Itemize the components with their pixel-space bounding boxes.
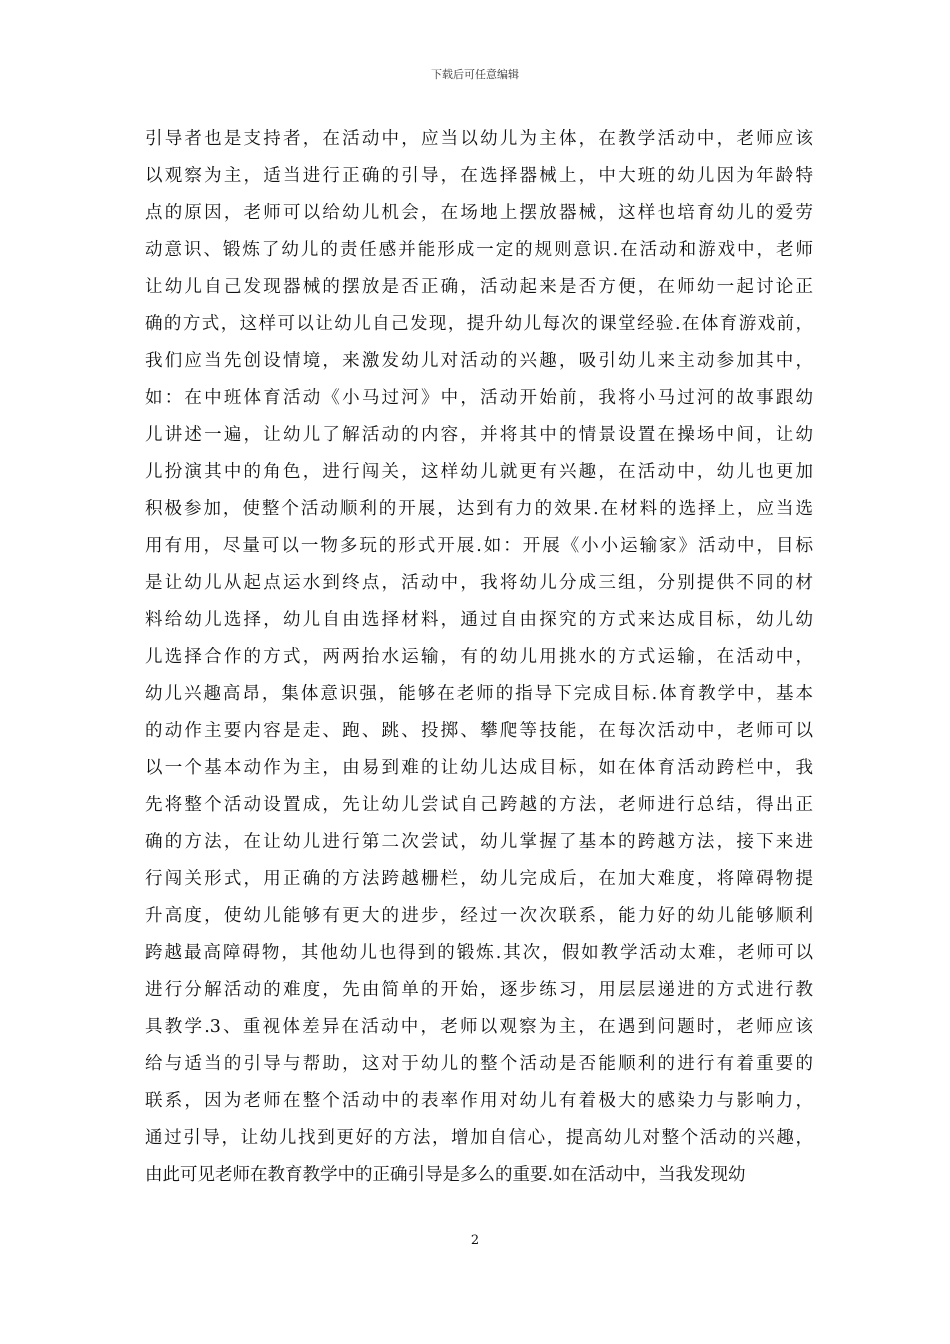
text-line: 幼儿兴趣高昂，集体意识强，能够在老师的指导下完成目标.体育教学中，基本: [145, 684, 813, 704]
text-line: 具教学.3、重视体差异在活动中，老师以观察为主，在遇到问题时，老师应该: [145, 1017, 813, 1037]
text-line: 确的方式，这样可以让幼儿自己发现，提升幼儿每次的课堂经验.在体育游戏前，: [145, 314, 813, 334]
text-line: 行闯关形式，用正确的方法跨越栅栏，幼儿完成后，在加大难度，将障碍物提: [145, 869, 813, 889]
text-line: 给与适当的引导与帮助，这对于幼儿的整个活动是否能顺利的进行有着重要的: [145, 1054, 813, 1074]
text-line: 积极参加，使整个活动顺利的开展，达到有力的效果.在材料的选择上，应当选: [145, 499, 813, 519]
text-line: 以一个基本动作为主，由易到难的让幼儿达成目标，如在体育活动跨栏中，我: [145, 758, 813, 778]
text-line: 通过引导，让幼儿找到更好的方法，增加自信心，提高幼儿对整个活动的兴趣，: [145, 1128, 813, 1148]
text-line: 儿选择合作的方式，两两抬水运输，有的幼儿用挑水的方式运输，在活动中，: [145, 647, 813, 667]
text-line: 儿讲述一遍，让幼儿了解活动的内容，并将其中的情景设置在操场中间，让幼: [145, 425, 813, 445]
page-header: 下载后可任意编辑: [431, 68, 519, 81]
text-line: 如：在中班体育活动《小马过河》中，活动开始前，我将小马过河的故事跟幼: [145, 388, 813, 408]
text-line: 先将整个活动设置成，先让幼儿尝试自己跨越的方法，老师进行总结，得出正: [145, 795, 813, 815]
text-line: 让幼儿自己发现器械的摆放是否正确，活动起来是否方便，在师幼一起讨论正: [145, 277, 813, 297]
text-line: 进行分解活动的难度，先由简单的开始，逐步练习，用层层递进的方式进行教: [145, 980, 813, 1000]
text-line: 升高度，使幼儿能够有更大的进步，经过一次次联系，能力好的幼儿能够顺利: [145, 906, 813, 926]
text-line: 联系，因为老师在整个活动中的表率作用对幼儿有着极大的感染力与影响力，: [145, 1091, 813, 1111]
body-text: [145, 121, 813, 1194]
text-line: 引导者也是支持者，在活动中，应当以幼儿为主体，在教学活动中，老师应该: [145, 129, 813, 149]
text-line: 用有用，尽量可以一物多玩的形式开展.如：开展《小小运输家》活动中，目标: [145, 536, 813, 556]
text-line: 是让幼儿从起点运水到终点，活动中，我将幼儿分成三组，分别提供不同的材: [145, 573, 813, 593]
text-line: 料给幼儿选择，幼儿自由选择材料，通过自由探究的方式来达成目标，幼儿幼: [145, 610, 813, 630]
text-line: 由此可见老师在教育教学中的正确引导是多么的重要.如在活动中，当我发现幼: [145, 1165, 746, 1185]
text-line: 我们应当先创设情境，来激发幼儿对活动的兴趣，吸引幼儿来主动参加其中，: [145, 351, 813, 371]
text-line: 的动作主要内容是走、跑、跳、投掷、攀爬等技能，在每次活动中，老师可以: [145, 721, 813, 741]
text-line: 跨越最高障碍物，其他幼儿也得到的锻炼.其次，假如教学活动太难，老师可以: [145, 943, 813, 963]
text-line: 儿扮演其中的角色，进行闯关，这样幼儿就更有兴趣，在活动中，幼儿也更加: [145, 462, 813, 482]
text-line: 点的原因，老师可以给幼儿机会，在场地上摆放器械，这样也培育幼儿的爱劳: [145, 203, 813, 223]
page-number: 2: [470, 1233, 480, 1248]
text-line: 动意识、锻炼了幼儿的责任感并能形成一定的规则意识.在活动和游戏中，老师: [145, 240, 813, 260]
text-line: 以观察为主，适当进行正确的引导，在选择器械上，中大班的幼儿因为年龄特: [145, 166, 813, 186]
text-line: 确的方法，在让幼儿进行第二次尝试，幼儿掌握了基本的跨越方法，接下来进: [145, 832, 813, 852]
